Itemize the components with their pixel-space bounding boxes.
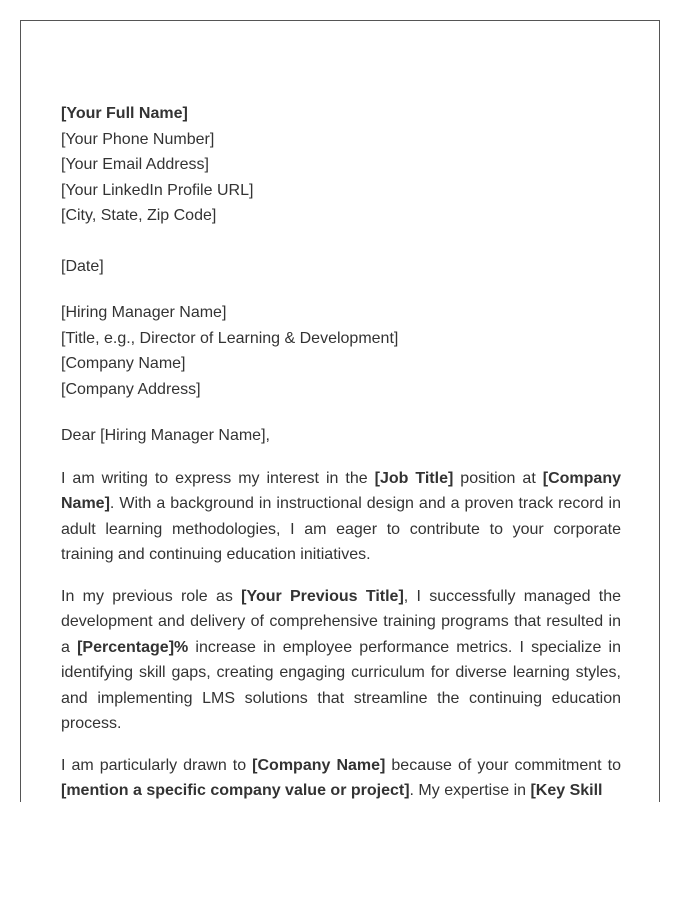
placeholder-company-value: [mention a specific company value or project]	[61, 782, 410, 799]
paragraph-text: , I successfully managed the development and delivery of comprehensive training programs that resulted in a	[61, 587, 622, 656]
paragraph-experience	[61, 584, 621, 737]
paragraph-text: position at	[453, 469, 543, 487]
paragraph-text: I am writing to express my interest in the	[61, 469, 375, 487]
spacer	[61, 402, 621, 423]
paragraph-text: increase in employee performance metrics. I specialize in identifying skill gaps, creating engaging curriculum for diverse learning styles, and implementing LMS solutions that streamline the continuing education process.	[61, 638, 622, 732]
recipient-name: [Hiring Manager Name]	[61, 304, 227, 321]
paragraph-text: because of your commitment to	[385, 756, 622, 774]
recipient-title: [Title, e.g., Director of Learning & Development]	[61, 329, 399, 347]
paragraph-motivation	[61, 753, 621, 803]
letter-body	[61, 101, 621, 802]
placeholder-percentage: [Percentage]%	[77, 638, 189, 656]
placeholder-key-skill: [Key Skill	[530, 782, 603, 799]
paragraph-intro	[61, 466, 621, 568]
spacer	[61, 279, 621, 300]
sender-location: [City, State, Zip Code]	[61, 207, 217, 224]
sender-full-name: [Your Full Name]	[61, 105, 188, 122]
placeholder-job-title: [Job Title]	[374, 469, 454, 487]
paragraph-text: In my previous role as	[61, 587, 242, 605]
recipient-address: [Company Address]	[61, 380, 201, 398]
paragraph-text: . With a background in instructional design and a proven track record in adult learning methodologies, I am eager to contribute to your corporate training and continuing education initiatives.	[61, 495, 621, 563]
sender-linkedin: [Your LinkedIn Profile URL]	[61, 181, 254, 199]
salutation: Dear [Hiring Manager Name],	[61, 427, 270, 444]
paragraph-text: I am particularly drawn to	[61, 756, 253, 774]
letter-date: [Date]	[61, 257, 104, 275]
placeholder-company-name: [Company Name]	[252, 756, 386, 774]
spacer	[61, 229, 621, 254]
recipient-company: [Company Name]	[61, 355, 186, 372]
letter-page	[20, 20, 660, 802]
placeholder-company-name: [Company Name]	[61, 469, 621, 512]
sender-phone: [Your Phone Number]	[61, 130, 215, 148]
placeholder-previous-title: [Your Previous Title]	[241, 587, 404, 605]
paragraph-text: . My expertise in	[409, 782, 531, 799]
sender-email: [Your Email Address]	[61, 156, 209, 173]
